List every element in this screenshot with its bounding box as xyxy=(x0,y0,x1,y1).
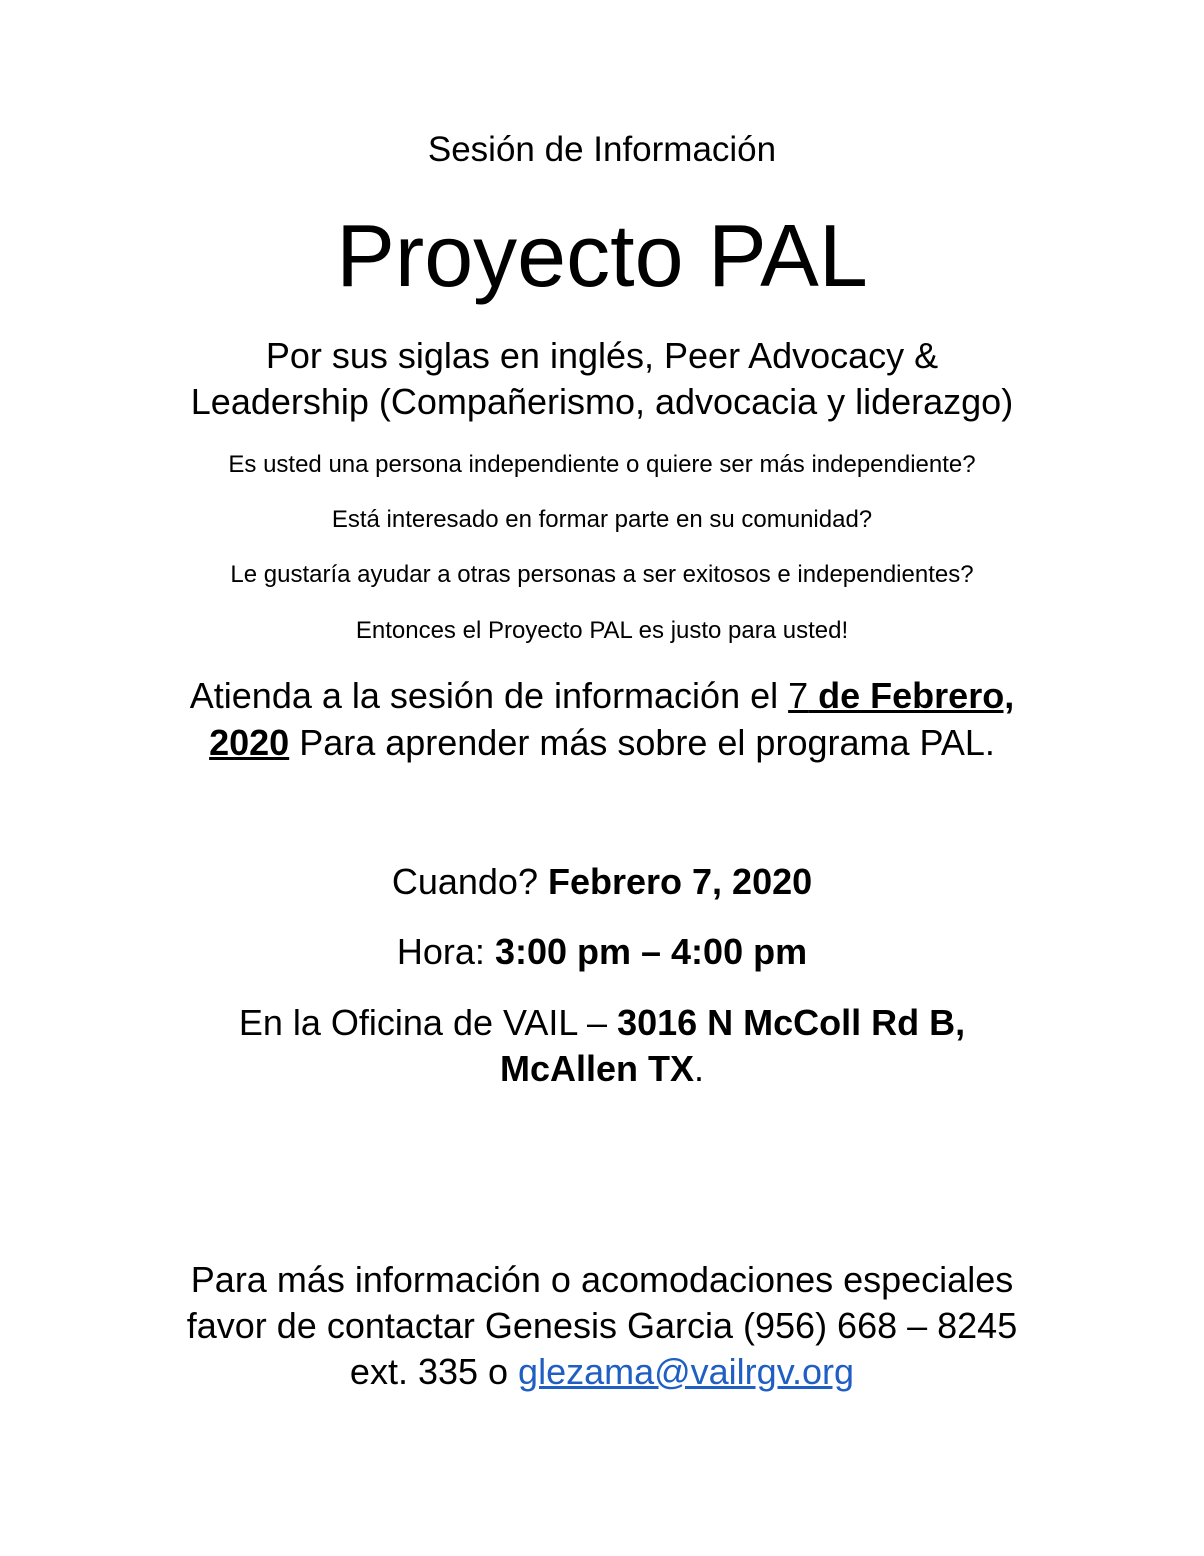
page-title: Proyecto PAL xyxy=(336,206,868,305)
location-line-1 xyxy=(0,1002,1204,1043)
contact-line-1: Para más información o acomodaciones especiales xyxy=(190,1259,1014,1300)
contact-line-3 xyxy=(0,1351,1204,1392)
when-label: Cuando? xyxy=(391,861,548,902)
contact-email-link[interactable]: glezama@vailrgv.org xyxy=(518,1351,855,1392)
question-independence: Es usted una persona independiente o quiere ser más independiente? xyxy=(228,451,976,478)
time-value: 3:00 pm – 4:00 pm xyxy=(494,931,808,972)
attend-day: 7 xyxy=(788,675,809,716)
attend-year: 2020 xyxy=(209,722,290,763)
program-statement: Entonces el Proyecto PAL es justo para usted! xyxy=(355,617,849,644)
subtitle-line-1: Por sus siglas en inglés, Peer Advocacy & xyxy=(265,335,939,376)
location-address: 3016 N McColl Rd B, xyxy=(617,1002,966,1043)
when-value: Febrero 7, 2020 xyxy=(547,861,813,902)
attend-text: Atienda a la sesión de información el xyxy=(189,675,789,716)
time-line xyxy=(0,931,1204,972)
attend-month: de Febrero, xyxy=(808,675,1015,716)
attend-line-2 xyxy=(0,722,1204,763)
question-community: Está interesado en formar parte en su comunidad? xyxy=(331,506,873,533)
time-label: Hora: xyxy=(396,931,495,972)
contact-ext: ext. 335 o xyxy=(349,1351,519,1392)
session-label: Sesión de Información xyxy=(427,130,777,169)
location-city: McAllen TX xyxy=(499,1048,694,1089)
subtitle-line-2: Leadership (Compañerismo, advocacia y liderazgo) xyxy=(190,381,1014,422)
location-label: En la Oficina de VAIL – xyxy=(238,1002,618,1043)
when-line xyxy=(0,861,1204,902)
attend-line-1 xyxy=(0,675,1204,716)
location-line-2 xyxy=(0,1048,1204,1089)
location-period: . xyxy=(694,1048,705,1089)
question-help-others: Le gustaría ayudar a otras personas a ser exitosos e independientes? xyxy=(230,561,974,588)
contact-line-2: favor de contactar Genesis Garcia (956) 668 – 8245 xyxy=(186,1305,1018,1346)
attend-purpose: Para aprender más sobre el programa PAL. xyxy=(289,722,995,763)
